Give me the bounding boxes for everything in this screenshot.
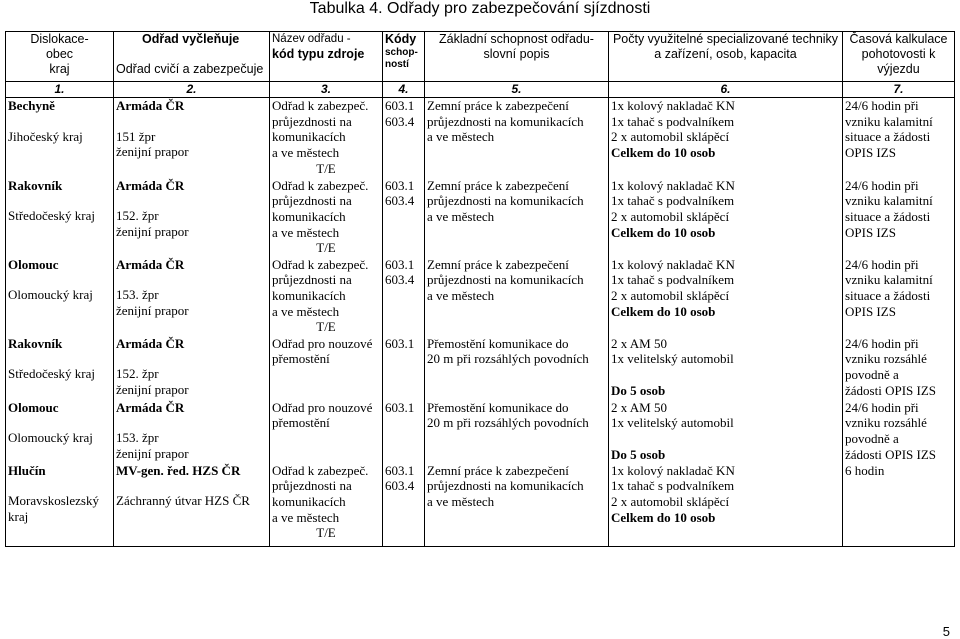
location-cell [6, 463, 114, 547]
unit: 152. žpr ženijní prapor [116, 208, 189, 239]
capability-codes: 603.1 603.4 [385, 98, 415, 129]
location-city: Olomouc [8, 399, 59, 415]
description-cell [425, 336, 609, 400]
capability-description: Zemní práce k zabezpečení průjezdnosti na komunikacích a ve městech [427, 256, 584, 303]
location-city: Hlučín [8, 462, 46, 478]
location-city: Olomouc [8, 256, 59, 272]
readiness-time: 6 hodin [845, 462, 885, 478]
location-cell [6, 400, 114, 463]
description-cell [425, 257, 609, 336]
location-region: Moravskoslezský kraj [8, 493, 99, 524]
equipment-list: 2 x AM 50 1x velitelský automobil [611, 335, 734, 367]
source-code: T/E [316, 240, 336, 256]
capability-cell [383, 98, 425, 178]
detachment-name: Odřad k zabezpeč. průjezdnosti na komunikacích a ve městech [272, 177, 369, 240]
capability-codes: 603.1 603.4 [385, 256, 415, 288]
equipment-cell [609, 257, 843, 336]
col-number: 1. [6, 82, 114, 98]
equipment-cell [609, 98, 843, 178]
capability-cell [383, 178, 425, 257]
location-region: Olomoucký kraj [8, 287, 93, 303]
time-cell [843, 400, 955, 463]
unit: 153. žpr ženijní prapor [116, 287, 189, 318]
capability-description: Zemní práce k zabezpečení průjezdnosti na komunikacích a ve městech [427, 462, 584, 509]
capability-codes: 603.1 603.4 [385, 462, 415, 494]
equipment-list: 1x kolový nakladač KN 1x tahač s podvalníkem 2 x automobil sklápěcí [611, 98, 735, 145]
page-number: 5 [942, 624, 950, 639]
header-time: Časová kalkulace pohotovosti k výjezdu [843, 32, 955, 82]
equipment-list: 1x kolový nakladač KN 1x tahač s podvalníkem 2 x automobil sklápěcí [611, 177, 735, 224]
header-name-title: Název odřadu - [272, 33, 351, 45]
header-name [270, 32, 383, 82]
readiness-time: 24/6 hodin při vzniku kalamitní situace a žádosti OPIS IZS [845, 177, 933, 240]
capability-cell [383, 257, 425, 336]
location-region: Jihočeský kraj [8, 128, 83, 144]
table-row [6, 178, 955, 257]
name-cell [270, 98, 383, 178]
description-cell [425, 400, 609, 463]
location-cell [6, 178, 114, 257]
location-city: Bechyně [8, 98, 55, 113]
capability-cell [383, 336, 425, 400]
header-org-provides: Odřad vyčleňuje [142, 32, 240, 46]
unit: 151 žpr ženijní prapor [116, 128, 189, 160]
capability-description: Zemní práce k zabezpečení průjezdnosti na komunikacích a ve městech [427, 177, 584, 224]
source-code: T/E [316, 160, 336, 176]
detachment-name: Odřad pro nouzové přemostění [272, 399, 373, 431]
name-cell [270, 257, 383, 336]
table-row [6, 463, 955, 547]
capability-codes: 603.1 [385, 399, 415, 415]
location-cell [6, 257, 114, 336]
name-cell [270, 463, 383, 547]
capability-description: Přemostění komunikace do 20 m při rozsáhlých povodních [427, 399, 589, 431]
description-cell [425, 463, 609, 547]
header-equipment: Počty využitelné specializované techniky a zařízení, osob, kapacita [609, 32, 843, 82]
equipment-total: Celkem do 10 osob [611, 509, 716, 525]
header-description: Základní schopnost odřadu- slovní popis [425, 32, 609, 82]
location-region: Středočeský kraj [8, 208, 96, 224]
name-cell [270, 336, 383, 400]
equipment-total: Do 5 osob [611, 446, 666, 462]
equipment-cell [609, 400, 843, 463]
header-codes [383, 32, 425, 82]
detachment-name: Odřad k zabezpeč. průjezdnosti na komunikacích a ve městech [272, 98, 369, 161]
organization: Armáda ČR [116, 335, 185, 351]
col-number: 5. [425, 82, 609, 98]
detachment-name: Odřad pro nouzové přemostění [272, 335, 373, 367]
equipment-cell [609, 463, 843, 547]
capability-codes: 603.1 [385, 335, 415, 351]
equipment-cell [609, 336, 843, 400]
readiness-time: 24/6 hodin při vzniku rozsáhlé povodně a žádosti OPIS IZS [845, 335, 936, 398]
readiness-time: 24/6 hodin při vzniku rozsáhlé povodně a žádosti OPIS IZS [845, 399, 936, 462]
equipment-total: Do 5 osob [611, 382, 666, 398]
detachment-name: Odřad k zabezpeč. průjezdnosti na komunikacích a ve městech [272, 256, 369, 319]
capability-description: Zemní práce k zabezpečení průjezdnosti na komunikacích a ve městech [427, 98, 584, 145]
organization: Armáda ČR [116, 98, 185, 113]
readiness-time: 24/6 hodin při vzniku kalamitní situace a žádosti OPIS IZS [845, 98, 933, 161]
unit: 153. žpr ženijní prapor [116, 430, 189, 461]
source-code: T/E [316, 319, 336, 335]
table-row [6, 400, 955, 463]
time-cell [843, 463, 955, 547]
equipment-list: 1x kolový nakladač KN 1x tahač s podvalníkem 2 x automobil sklápěcí [611, 462, 735, 509]
col-number: 7. [843, 82, 955, 98]
col-number: 6. [609, 82, 843, 98]
description-cell [425, 178, 609, 257]
organization: Armáda ČR [116, 256, 185, 272]
time-cell [843, 98, 955, 178]
equipment-list: 1x kolový nakladač KN 1x tahač s podvalníkem 2 x automobil sklápěcí [611, 256, 735, 303]
header-organization [114, 32, 270, 82]
equipment-list: 2 x AM 50 1x velitelský automobil [611, 399, 734, 431]
table-row [6, 336, 955, 400]
location-cell [6, 98, 114, 178]
capability-codes: 603.1 603.4 [385, 177, 415, 209]
time-cell [843, 178, 955, 257]
detachments-table [5, 31, 955, 547]
equipment-total: Celkem do 10 osob [611, 145, 716, 161]
equipment-cell [609, 178, 843, 257]
column-number-row [6, 82, 955, 98]
header-org-trains: Odřad cvičí a zabezpečuje [116, 62, 264, 76]
header-location: Dislokace- obec kraj [6, 32, 114, 82]
organization: MV-gen. řed. HZS ČR [116, 462, 241, 478]
location-city: Rakovník [8, 335, 63, 351]
organization-cell [114, 400, 270, 463]
header-codes-title: Kódy [385, 32, 417, 46]
header-capability: schop- ností [385, 47, 418, 70]
location-city: Rakovník [8, 177, 63, 193]
organization-cell [114, 98, 270, 178]
location-cell [6, 336, 114, 400]
source-code: T/E [316, 525, 336, 541]
equipment-total: Celkem do 10 osob [611, 224, 716, 240]
col-number: 4. [383, 82, 425, 98]
readiness-time: 24/6 hodin při vzniku kalamitní situace a žádosti OPIS IZS [845, 256, 933, 319]
capability-cell [383, 463, 425, 547]
organization-cell [114, 178, 270, 257]
description-cell [425, 98, 609, 178]
header-row [6, 32, 955, 82]
col-number: 2. [114, 82, 270, 98]
unit: Záchranný útvar HZS ČR [116, 493, 250, 509]
location-region: Olomoucký kraj [8, 430, 93, 446]
table-title: Tabulka 4. Odřady pro zabezpečování sjízdnosti [309, 0, 651, 17]
time-cell [843, 257, 955, 336]
name-cell [270, 400, 383, 463]
name-cell [270, 178, 383, 257]
organization: Armáda ČR [116, 399, 185, 415]
capability-description: Přemostění komunikace do 20 m při rozsáhlých povodních [427, 335, 589, 367]
organization: Armáda ČR [116, 177, 185, 193]
col-number: 3. [270, 82, 383, 98]
header-source-code: kód typu zdroje [272, 47, 365, 61]
location-region: Středočeský kraj [8, 366, 96, 382]
unit: 152. žpr ženijní prapor [116, 366, 189, 397]
table-row [6, 98, 955, 178]
equipment-total: Celkem do 10 osob [611, 303, 716, 319]
time-cell [843, 336, 955, 400]
organization-cell [114, 257, 270, 336]
capability-cell [383, 400, 425, 463]
organization-cell [114, 336, 270, 400]
detachment-name: Odřad k zabezpeč. průjezdnosti na komunikacích a ve městech [272, 462, 369, 525]
table-row [6, 257, 955, 336]
organization-cell [114, 463, 270, 547]
